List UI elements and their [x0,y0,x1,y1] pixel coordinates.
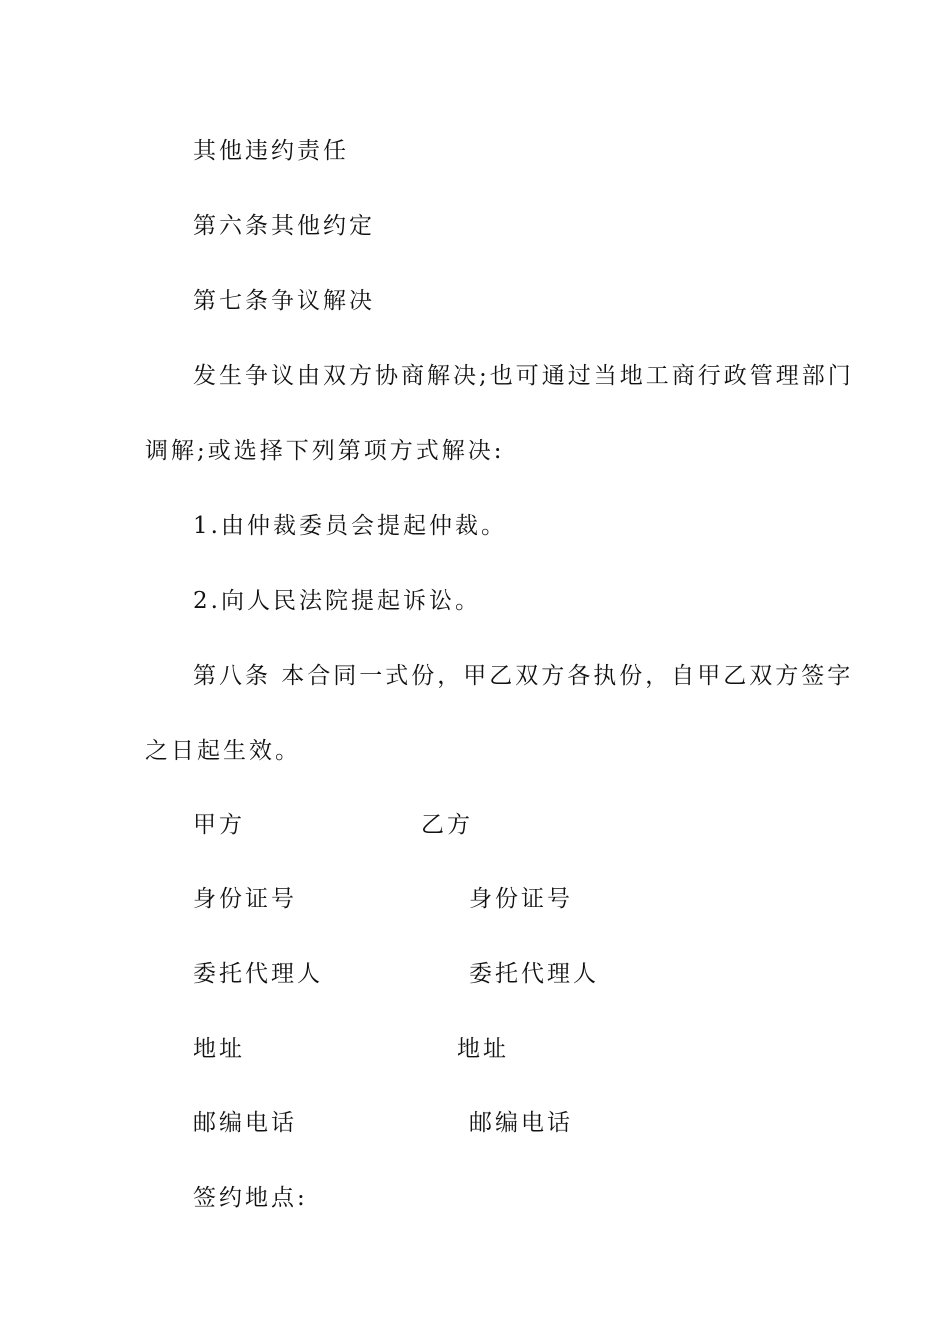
party-a-postal-phone-label: 邮编电话 [193,1110,297,1136]
party-b-agent-label: 委托代理人 [469,961,599,987]
dispute-option-2: 2.向人民法院提起诉讼。 [193,588,481,614]
dispute-text-line-2: 调解;或选择下列第项方式解决: [145,438,505,464]
article-6-heading: 第六条其他约定 [193,213,375,239]
party-b-address-label: 地址 [457,1036,509,1062]
dispute-option-1: 1.由仲裁委员会提起仲裁。 [193,513,507,539]
article-8-line-2: 之日起生效。 [145,738,301,764]
party-a-label: 甲方 [193,812,245,838]
article-7-heading: 第七条争议解决 [193,288,375,314]
party-a-id-label: 身份证号 [193,886,297,912]
party-b-label: 乙方 [421,812,473,838]
party-b-id-label: 身份证号 [469,886,573,912]
party-a-address-label: 地址 [193,1036,245,1062]
article-8-line-1: 第八条 本合同一式份，甲乙双方各执份，自甲乙双方签字 [193,663,854,689]
dispute-text-line-1: 发生争议由双方协商解决;也可通过当地工商行政管理部门 [193,363,854,389]
party-b-postal-phone-label: 邮编电话 [469,1110,573,1136]
signing-place-label: 签约地点: [193,1185,308,1211]
clause-other-breach: 其他违约责任 [193,138,349,164]
party-a-agent-label: 委托代理人 [193,961,323,987]
